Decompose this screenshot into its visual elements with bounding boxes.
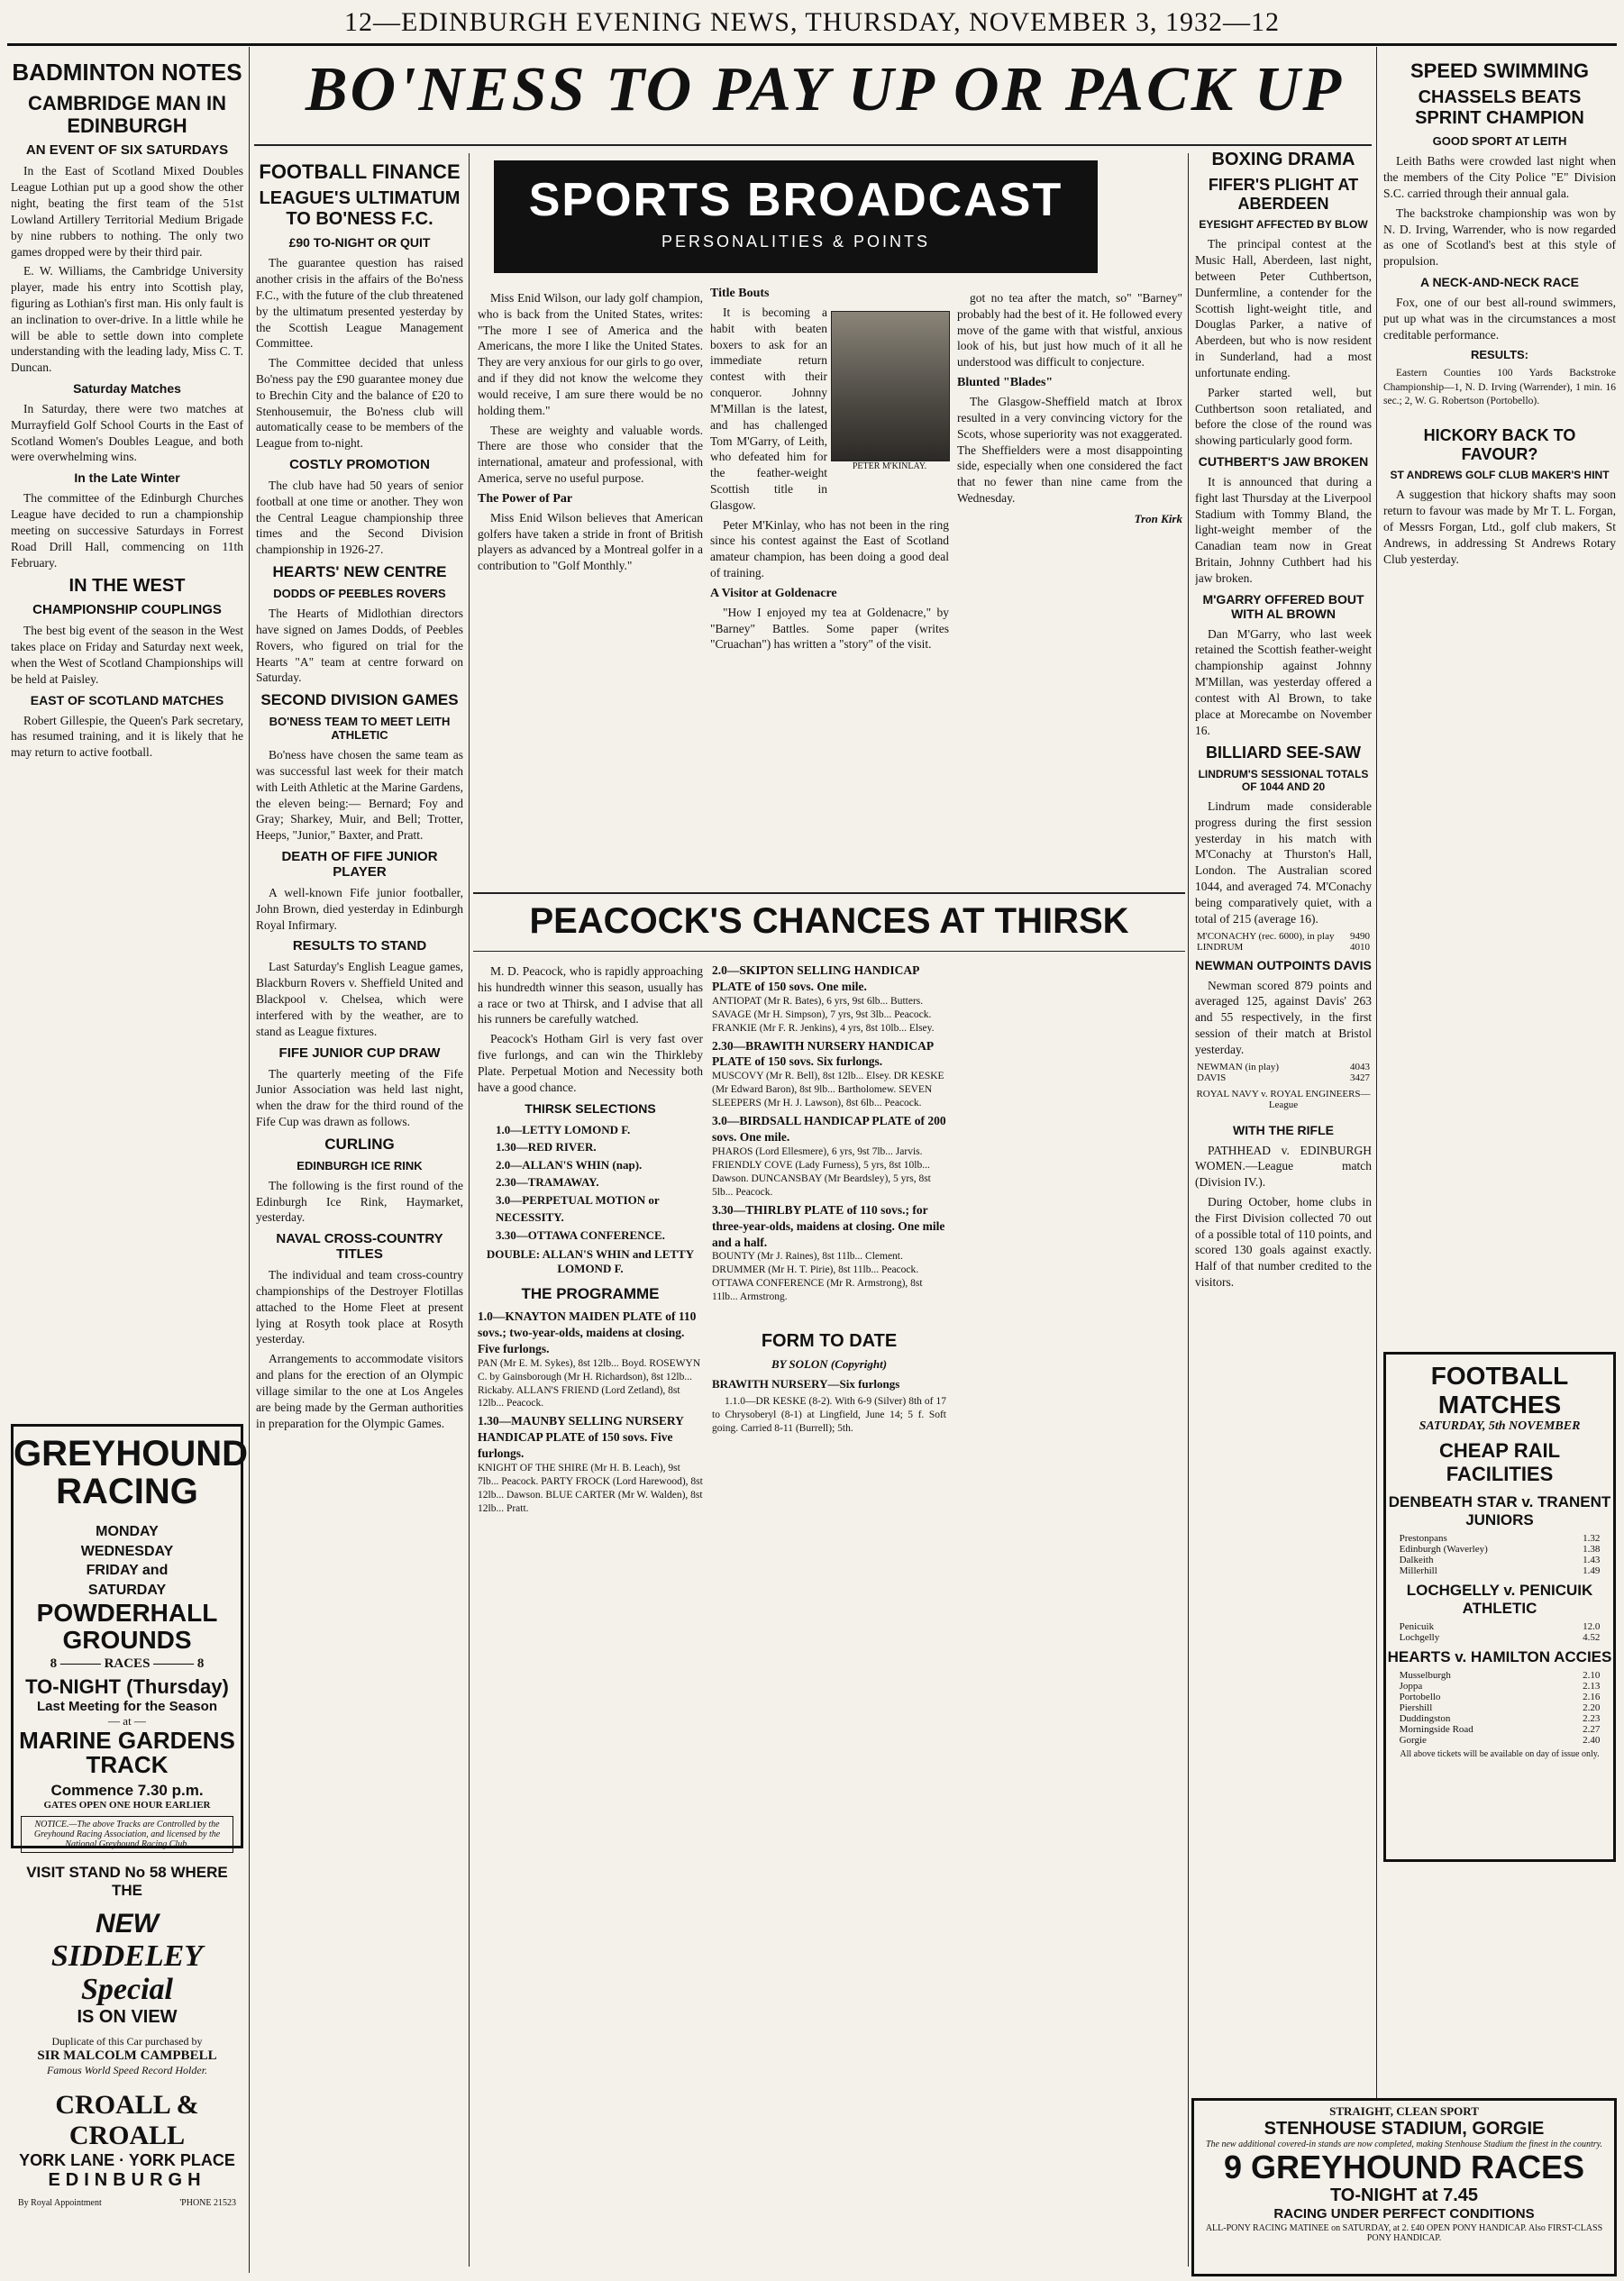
article-paragraph: In the East of Scotland Mixed Doubles League Lothian put up a good show the other night, beating the first team of the 51st Lowland Artillery Territorial Medium Brigade by nine rubbers to nothing. The only two games dropped were by their third pair. (11, 164, 243, 259)
table-row (1195, 1062, 1372, 1072)
ad-new: NEW (96, 1909, 159, 1939)
article-paragraph: The individual and team cross-country championships of the Destroyer Flotillas attached to the Home Fleet at present lying at Rosyth took place at Rosyth yesterday. (256, 1268, 463, 1346)
article-subhead: £90 TO-NIGHT OR QUIT (288, 235, 431, 251)
article-subhead: NAVAL CROSS-COUNTRY TITLES (276, 1231, 443, 1263)
ad-match: LOCHGELLY v. PENICUIK ATHLETIC (1406, 1582, 1593, 1617)
article-paragraph: Parker started well, but Cuthbertson soon retaliated, and before the close of the round was showing particularly good form. (1195, 385, 1372, 448)
table-row (1398, 1555, 1602, 1565)
article-paragraph: Leith Baths were crowded last night when the members of the City Police "E" Division S.C. carried through their annual gala. (1383, 154, 1616, 200)
race-entry (712, 963, 946, 1036)
ad-line: The new additional covered-in stands are now completed, making Stenhouse Stadium the finest in the country. (1205, 2140, 1603, 2149)
ad-at: — at — (108, 1714, 146, 1729)
article-headline: CAMBRIDGE MAN IN EDINBURGH (28, 91, 226, 138)
ad-subtitle: CHEAP RAIL FACILITIES (1438, 1439, 1561, 1485)
table-cell: Lochgelly (1399, 1632, 1440, 1643)
article-paragraph: Bo'ness have chosen the same team as was successful last week for their match with Leith Athletic at the Marine Gardens, the eleven being:— Bernard; Foy and Gray; Sharkey, Muir, and Bell; Trotter, Heeps, "Junior," Baxter, and Pratt. (256, 748, 463, 843)
ad-appointment: By Royal Appointment (18, 2197, 102, 2208)
article-subhead: CURLING (324, 1135, 395, 1153)
article-paragraph: Peter M'Kinlay, who has not been in the ring since his contest against the East of Scotland amateur champion, has been doing a good deal of training. (710, 517, 949, 579)
table-cell: M'CONACHY (rec. 6000), in play (1197, 930, 1335, 942)
ad-venue: STENHOUSE STADIUM, GORGIE (1264, 2119, 1545, 2139)
article-paragraph: The club have had 50 years of senior football at one time or another. They won the Central League championship three times and the Second Division championship in 1926-27. (256, 479, 463, 557)
broadcast-column-1 (478, 287, 703, 872)
stenhouse-stadium-ad (1191, 2098, 1617, 2276)
ad-title: 9 GREYHOUND RACES (1223, 2149, 1585, 2185)
article-paragraph: PATHHEAD v. EDINBURGH WOMEN.—League match (Division IV.). (1195, 1143, 1372, 1190)
table-cell: 1.38 (1583, 1544, 1601, 1555)
table-cell: 1.43 (1583, 1555, 1601, 1565)
race-title: 3.0—BIRDSALL HANDICAP PLATE of 200 sovs. One mile. (712, 1114, 946, 1145)
article-subhead: RESULTS TO STAND (292, 938, 427, 954)
ad-notice: NOTICE.—The above Tracks are Controlled by the Greyhound Racing Association, and licensed by the National Greyhound Racing Club. (21, 1816, 233, 1853)
ad-city: EDINBURGH (48, 2169, 206, 2190)
column-rule (249, 47, 250, 2273)
table-cell: Penicuik (1399, 1621, 1435, 1632)
table-cell: Duddingston (1399, 1713, 1451, 1724)
race-runners: KNIGHT OF THE SHIRE (Mr H. B. Leach), 9st 7lb... Peacock. PARTY FROCK (Lord Harewood), 8st 12lb... Dawson. BLUE CARTER (Mr W. Walden), 8st 12lb... Pratt. (478, 1463, 703, 1514)
football-finance-article (256, 155, 463, 2268)
rail-timetable (1398, 1533, 1602, 1576)
table-row (1398, 1702, 1602, 1713)
article-paragraph: Arrangements to accommodate visitors and plans for the erection of an Olympic village similar to the one at Los Angeles are being made by the German authorities in preparation for the Olympic Games. (256, 1352, 463, 1430)
table-cell: Piershill (1399, 1702, 1433, 1713)
race-title: 1.30—MAUNBY SELLING NURSERY HANDICAP PLATE of 150 sovs. Five furlongs. (478, 1414, 684, 1461)
swimming-article (1383, 54, 1616, 1068)
rail-timetable (1398, 1621, 1602, 1643)
race-title: 2.0—SKIPTON SELLING HANDICAP PLATE of 150 sovs. One mile. (712, 963, 919, 993)
badminton-article (11, 54, 243, 1406)
article-paragraph: In Saturday, there were two matches at Murrayfield Golf School Courts in the East of Scotland Women's Doubles League, and both were overwhelming wins. (11, 402, 243, 464)
table-cell: 2.27 (1583, 1724, 1601, 1735)
table-row (1398, 1670, 1602, 1681)
selection-item: 3.30—OTTAWA CONFERENCE. (496, 1227, 665, 1242)
table-row (1195, 931, 1372, 942)
photo-caption: PETER M'KINLAY. (852, 461, 927, 471)
article-subhead: CUTHBERT'S JAW BROKEN (1198, 453, 1369, 469)
article-subhead: The Power of Par (478, 491, 573, 506)
article-subhead: LINDRUM'S SESSIONAL TOTALS OF 1044 AND 20 (1198, 768, 1369, 793)
race-entry (712, 1113, 946, 1200)
ad-time: Commence 7.30 p.m. (50, 1781, 204, 1799)
selection-item: 3.0—PERPETUAL MOTION or NECESSITY. (496, 1192, 660, 1224)
table-cell: 2.13 (1583, 1681, 1601, 1692)
table-cell: 4.52 (1583, 1632, 1601, 1643)
banner-title: SPORTS BROADCAST (528, 174, 1063, 226)
table-row (1195, 942, 1372, 953)
table-cell: Dalkeith (1399, 1555, 1434, 1565)
article-paragraph: The principal contest at the Music Hall, Aberdeen, last night, between Peter Cuthbertson, Dunfermline, a contender for the Scottish light-weight title, and Douglas Parker, a native of Aberdeen, but who is now resident in Sunderland, had a most unfortunate ending. (1195, 237, 1372, 379)
section-rule (473, 892, 1185, 894)
table-cell: 1.49 (1583, 1565, 1601, 1576)
score-table (1195, 1062, 1372, 1083)
peacock-column-1 (478, 960, 703, 2267)
byline: Tron Kirk (1134, 511, 1182, 525)
ad-on-view: IS ON VIEW (77, 2006, 178, 2027)
ad-line: RACING UNDER PERFECT CONDITIONS (1273, 2205, 1535, 2222)
article-paragraph: 1.1.0—DR KESKE (8-2). With 6-9 (Silver) 8th of 17 to Chrysoberyl (8-1) at Lingfield, June 14; 5 f. Soft going. Carried 8-11 (Burrell); 5th. (712, 1396, 946, 1435)
selection-item: 2.30—TRAMAWAY. (496, 1175, 599, 1189)
ad-line: STRAIGHT, CLEAN SPORT (1329, 2104, 1479, 2118)
article-paragraph: M. D. Peacock, who is rapidly approaching his hundredth winner this season, usually has a race or two at Thirsk, and I advise that all his runners be carefully watched. (478, 964, 703, 1026)
race-title: 3.30—THIRLBY PLATE of 110 sovs.; for three-year-olds, maidens at closing. One mile and a half. (712, 1202, 945, 1249)
table-cell: NEWMAN (in play) (1197, 1061, 1280, 1072)
article-paragraph: The following is the first round of the Edinburgh Ice Rink, Haymarket, yesterday. (256, 1178, 463, 1225)
article-subhead: BO'NESS TEAM TO MEET LEITH ATHLETIC (269, 715, 451, 743)
ad-day: MONDAY (96, 1524, 159, 1539)
race-runners: PAN (Mr E. M. Sykes), 8st 12lb... Boyd. ROSEWYN C. by Gainsborough (Mr H. Richardson), 8st 12lb... Rickaby. ALLAN'S FRIEND (Lord Zetland), 8st 12lb... Peacock. (478, 1357, 701, 1410)
article-subhead: IN THE WEST (68, 576, 186, 597)
article-subhead: NEWMAN OUTPOINTS DAVIS (1195, 957, 1372, 972)
table-cell: 2.10 (1583, 1670, 1601, 1681)
table-cell: 4043 (1350, 1061, 1370, 1072)
race-title: 2.30—BRAWITH NURSERY HANDICAP PLATE of 150 sovs. Six furlongs. (712, 1038, 934, 1069)
ad-races: 8 ——— RACES ——— 8 (50, 1656, 205, 1672)
article-kicker: FOOTBALL FINANCE (259, 160, 461, 183)
ad-title: GREYHOUND (14, 1434, 249, 1474)
article-subhead: THIRSK SELECTIONS (525, 1100, 656, 1116)
article-subhead: Title Bouts (710, 287, 770, 300)
article-subhead: HEARTS' NEW CENTRE (272, 563, 447, 581)
article-subhead: BRAWITH NURSERY—Six furlongs (712, 1377, 900, 1391)
table-cell: 12.0 (1583, 1621, 1601, 1632)
article-paragraph: Lindrum made considerable progress during the first session yesterday in his match with M'Conachy at Thurston's Hall, London. The Australian scored 1044, and averaged 74. M'Conachy being comparatively quiet, with a total of 215 (average 16). (1195, 799, 1372, 926)
article-paragraph: got no tea after the match, so" "Barney" probably had the best of it. He followed every move of the game with that wistful, anxious look of his, but just how much of it all he understood was difficult to conjecture. (957, 291, 1182, 370)
section-rule (473, 951, 1185, 952)
article-subhead: GOOD SPORT AT LEITH (1432, 134, 1567, 149)
article-subhead: RESULTS: (1470, 348, 1529, 362)
article-subhead: A Visitor at Goldenacre (710, 586, 837, 600)
ad-last-meeting: Last Meeting for the Season (36, 1699, 218, 1715)
ad-tonight: TO-NIGHT (Thursday) (25, 1675, 229, 1699)
main-headline: BO'NESS TO PAY UP OR PACK UP (305, 55, 1345, 124)
article-paragraph: The committee of the Edinburgh Churches League have decided to run a championship meeting on successive Saturdays in Forrest Road Drill Hall, commencing on 11th February. (11, 491, 243, 570)
ad-address: YORK LANE · YORK PLACE (19, 2150, 235, 2169)
ad-phone: 'PHONE 21523 (179, 2197, 236, 2208)
form-guide-column (955, 960, 1182, 2267)
article-paragraph: The quarterly meeting of the Fife Junior Association was held last night, when the draw for the third round of the Fife Cup was drawn as follows. (256, 1066, 463, 1128)
article-kicker: SPEED SWIMMING (1410, 59, 1589, 82)
table-cell: 2.20 (1583, 1702, 1601, 1713)
article-paragraph: Newman scored 879 points and averaged 125, against Davis' 263 and 55 respectively, in the first session of their match at Bristol yesterday. (1195, 978, 1372, 1056)
article-subhead: EDINBURGH ICE RINK (297, 1158, 423, 1172)
ad-venue: POWDERHALL (36, 1599, 218, 1628)
banner-subtitle: PERSONALITIES & POINTS (661, 233, 931, 251)
article-paragraph: The Committee decided that unless Bo'ness pay the £90 guarantee money due to Brechin City and the balance of £20 to Stenhousemuir, the Bo'ness club will automatically cease to be members of the League from to-night. (256, 356, 463, 451)
column-rule (469, 153, 470, 2267)
table-row (1398, 1621, 1602, 1632)
article-subhead: SECOND DIVISION GAMES (260, 691, 459, 709)
boxing-article (1195, 144, 1372, 2244)
race-runners: PHAROS (Lord Ellesmere), 6 yrs, 9st 7lb... Jarvis. FRIENDLY COVE (Lady Furness), 5 yrs, 8st 10lb... Dawson. DUNCANSBAY (Mr Beardsley), 5 yrs, 8st 5lb... Peacock. (712, 1145, 931, 1198)
table-row (1195, 1072, 1372, 1083)
rail-timetable (1398, 1670, 1602, 1746)
article-paragraph: Peacock's Hotham Girl is very fast over five furlongs, and can win the Thirkleby Plate. Perpetual Motion and Necessity both have a good chance. (478, 1032, 703, 1094)
ad-brand: SIDDELEY Special (50, 1939, 204, 2007)
article-subhead: AN EVENT OF SIX SATURDAYS (25, 142, 229, 159)
article-subhead: ST ANDREWS GOLF CLUB MAKER'S HINT (1390, 469, 1610, 482)
portrait-photo (831, 311, 950, 461)
article-paragraph: E. W. Williams, the Cambridge University player, made his entry into Scottish play, figuring as Lothian's first man. His only fault is an inclination to over-drive. In a little while he will be able to settle down into complete understanding with the leading lady, Miss C. T. Duncan. (11, 264, 243, 375)
article-paragraph: "How I enjoyed my tea at Goldenacre," by "Barney" Battles. Some paper (writes "Cruachan") has written a "story" of the visit. (710, 605, 949, 652)
article-subhead: In the Late Winter (74, 470, 180, 486)
ad-title: RACING (56, 1472, 198, 1511)
ad-match: DENBEATH STAR v. TRANENT JUNIORS (1388, 1493, 1611, 1528)
article-subhead: THE PROGRAMME (521, 1285, 660, 1302)
ad-day: WEDNESDAY (80, 1543, 174, 1559)
race-entry (478, 1309, 703, 1410)
ad-footer: ALL-PONY RACING MATINEE on SATURDAY, at 2. £40 OPEN PONY HANDICAP. Also FIRST-CLASS PONY HANDICAP. (1205, 2222, 1603, 2243)
table-row (1398, 1735, 1602, 1746)
ad-line: SIR MALCOLM CAMPBELL (37, 2048, 217, 2063)
race-runners: ANTIOPAT (Mr R. Bates), 6 yrs, 9st 6lb... Butters. SAVAGE (Mr H. Simpson), 7 yrs, 9st 3lb... Peacock. FRANKIE (Mr F. R. Jenkins), 4 yrs, 8st 10lb... Elsey. (712, 995, 935, 1034)
table-cell: Prestonpans (1399, 1533, 1447, 1544)
article-headline: FIFER'S PLIGHT AT ABERDEEN (1208, 176, 1359, 213)
article-headline: LEAGUE'S ULTIMATUM TO BO'NESS F.C. (259, 188, 461, 230)
selection-double: DOUBLE: ALLAN'S WHIN and LETTY LOMOND F. (486, 1247, 695, 1275)
ad-title: FOOTBALL MATCHES (1430, 1362, 1569, 1419)
ad-time: TO-NIGHT at 7.45 (1329, 2185, 1479, 2205)
article-headline: CHASSELS BEATS SPRINT CHAMPION (1415, 87, 1584, 129)
ad-venue: TRACK (86, 1751, 169, 1779)
article-paragraph: During October, home clubs in the First Division collected 70 out of a possible total of 110 points, and scored 130 goals against exactly. Half of that number credited to the visitors. (1195, 1195, 1372, 1290)
greyhound-racing-ad (11, 1424, 249, 1849)
article-paragraph: A suggestion that hickory shafts may soon return to favour was made by Mr T. L. Forgan, of Messrs Forgan, Ltd., golf club makers, St Andrews, in addressing St Andrews Rotary Club yesterday. (1383, 488, 1616, 566)
article-subhead: DODDS OF PEEBLES ROVERS (273, 587, 446, 601)
article-paragraph: The Glasgow-Sheffield match at Ibrox resulted in a very convincing victory for the Scots, whose superiority was not exaggerated. The Sheffielders were a most disappointing side, especially when one considered the fact that no fewer than nine came from the Wednesday. (957, 395, 1182, 505)
table-cell: Joppa (1399, 1681, 1423, 1692)
article-subhead: Blunted "Blades" (957, 376, 1054, 390)
ad-line: VISIT STAND No 58 WHERE THE (26, 1864, 228, 1899)
column-rule (1376, 47, 1377, 2273)
selection-item: 1.30—RED RIVER. (496, 1140, 597, 1154)
race-entry (712, 1202, 946, 1304)
broadcast-column-3 (957, 287, 1182, 872)
table-cell: 2.16 (1583, 1692, 1601, 1702)
table-cell: LINDRUM (1197, 941, 1244, 953)
byline: BY SOLON (Copyright) (771, 1357, 888, 1372)
article-subhead: EAST OF SCOTLAND MATCHES (30, 692, 224, 707)
article-paragraph: Dan M'Garry, who last week retained the Scottish feather-weight championship against Johnny M'Millan, was yesterday offered a contest with Al Brown, to take place at Morecambe on November 16. (1195, 626, 1372, 737)
table-cell: 2.40 (1583, 1735, 1601, 1746)
article-subhead: FORM TO DATE (761, 1331, 898, 1352)
table-row (1398, 1565, 1602, 1576)
article-paragraph: Robert Gillespie, the Queen's Park secretary, has resumed training, and it is likely that he may return to active football. (11, 713, 243, 760)
ad-day: SATURDAY (87, 1582, 167, 1598)
column-rule (1188, 153, 1189, 2267)
article-subhead: WITH THE RIFLE (1233, 1122, 1334, 1137)
table-cell: DAVIS (1197, 1072, 1227, 1083)
table-cell: Morningside Road (1399, 1724, 1473, 1735)
race-entry (478, 1413, 703, 1515)
table-cell: 4010 (1350, 941, 1370, 953)
article-kicker: BADMINTON NOTES (12, 59, 242, 86)
race-runners: MUSCOVY (Mr R. Bell), 8st 12lb... Elsey. DR KESKE (Mr Edward Baron), 8st 9lb... Bartholomew. SEVEN SLEEPERS (Mr H. J. Lawson), 8st 6lb... Peacock. (712, 1071, 944, 1109)
race-entry (712, 1038, 946, 1111)
ad-dealer: CROALL & CROALL (55, 2089, 199, 2150)
race-runners: BOUNTY (Mr J. Raines), 8st 11lb... Clement. DRUMMER (Mr H. T. Pirie), 8st 11lb... Peacock. OTTAWA CONFERENCE (Mr R. Armstrong), 8st 11lb... Armstrong. (712, 1251, 923, 1303)
ad-venue: GROUNDS (62, 1625, 192, 1654)
article-paragraph: The best big event of the season in the West takes place on Friday and Saturday next week, when the West of Scotland Championships will be held at Paisley. (11, 624, 243, 686)
ad-line: Duplicate of this Car purchased by (51, 2034, 203, 2048)
article-subhead: BILLIARD SEE-SAW (1205, 744, 1361, 762)
table-row (1398, 1724, 1602, 1735)
article-paragraph: The Hearts of Midlothian directors have signed on James Dodds, of Peebles Rovers, who figured on trial for the Hearts "A" team at centre forward on Saturday. (256, 607, 463, 685)
ad-match: HEARTS v. HAMILTON ACCIES (1387, 1648, 1612, 1665)
article-paragraph: Fox, one of our best all-round swimmers, put up what was in the circumstances a most creditable performance. (1383, 295, 1616, 342)
article-paragraph: These are weighty and valuable words. There are those who consider that the international, amateur and professional, with America, serve no useful purpose. (478, 423, 703, 485)
article-paragraph: Eastern Counties 100 Yards Backstroke Championship—1, N. D. Irving (Warrender), 1 min. 16 sec.; 2, W. G. Robertson (Portobello). (1383, 368, 1616, 406)
article-subhead: CHAMPIONSHIP COUPLINGS (32, 602, 222, 618)
peacock-column-2 (712, 960, 946, 2267)
folio-line: 12—EDINBURGH EVENING NEWS, THURSDAY, NOVEMBER 3, 1932—12 (344, 7, 1280, 37)
ad-venue: MARINE GARDENS (19, 1727, 235, 1755)
ad-day: FRIDAY and (86, 1563, 169, 1579)
article-subhead: COSTLY PROMOTION (289, 457, 430, 473)
article-paragraph: Last Saturday's English League games, Blackburn Rovers v. Sheffield United and Blackpool v. Chelsea, which were interfered with by the weather, are to stand as League fixtures. (256, 960, 463, 1038)
article-paragraph: Miss Enid Wilson, our lady golf champion, who is back from the United States, writes: "The more I see of America and the Americans, the more I like the United States. They are very anxious for our girls to go over, and if they did not know the welcome they would receive, I am sure there would be no holding them." (478, 291, 703, 417)
selection-item: 1.0—LETTY LOMOND F. (496, 1122, 631, 1136)
table-row (1398, 1632, 1602, 1643)
table-cell: Gorgie (1399, 1735, 1427, 1746)
ad-footer: All above tickets will be available on day of issue only. (1400, 1749, 1600, 1759)
table-cell: 2.23 (1583, 1713, 1601, 1724)
score-table (1195, 931, 1372, 953)
article-kicker: BOXING DRAMA (1211, 150, 1355, 169)
table-row (1398, 1533, 1602, 1544)
ad-gates: GATES OPEN ONE HOUR EARLIER (43, 1799, 211, 1811)
sports-broadcast-banner (494, 160, 1098, 273)
article-paragraph: It is becoming a habit with beaten boxers to ask for an immediate return contest with their conqueror. Johnny M'Millan is the latest, and has challenged Tom M'Garry, of Leith, who defeated him for the feather-weight Scottish title in Glasgow. (710, 306, 827, 512)
table-row (1398, 1692, 1602, 1702)
table-cell: 9490 (1350, 930, 1370, 942)
table-cell: 3427 (1350, 1072, 1370, 1083)
article-subhead: M'GARRY OFFERED BOUT WITH AL BROWN (1202, 591, 1364, 621)
article-subhead: EYESIGHT AFFECTED BY BLOW (1199, 218, 1368, 232)
article-subhead: FIFE JUNIOR CUP DRAW (278, 1045, 441, 1061)
article-paragraph: It is announced that during a fight last Thursday at the Liverpool Stadium with Tommy Bland, the light-weight member of the Canadian team now in Great Britain, Johnny Cuthbert had his jaw broken. (1195, 474, 1372, 585)
article-subhead: HICKORY BACK TO FAVOUR? (1423, 425, 1576, 463)
football-matches-ad (1383, 1352, 1616, 1862)
article-paragraph: The backstroke championship was won by N. D. Irving, Warrender, who is now regarded as one of Scotland's best at this style of propulsion. (1383, 205, 1616, 269)
race-title: 1.0—KNAYTON MAIDEN PLATE of 110 sovs.; two-year-olds, maidens at closing. Five furlongs. (478, 1309, 697, 1355)
table-cell: Portobello (1399, 1692, 1441, 1702)
article-subhead: Saturday Matches (73, 381, 181, 397)
table-cell: Edinburgh (Waverley) (1399, 1544, 1488, 1555)
article-subhead: ROYAL NAVY v. ROYAL ENGINEERS—League (1196, 1088, 1371, 1110)
ad-date: SATURDAY, 5th NOVEMBER (1419, 1419, 1581, 1433)
table-row (1398, 1713, 1602, 1724)
table-cell: Musselburgh (1399, 1670, 1451, 1681)
table-cell: Millerhill (1399, 1565, 1437, 1576)
peacock-headline: PEACOCK'S CHANCES AT THIRSK (529, 901, 1129, 941)
selection-item: 2.0—ALLAN'S WHIN (nap). (496, 1157, 643, 1172)
article-subhead: DEATH OF FIFE JUNIOR PLAYER (281, 849, 438, 880)
article-paragraph: The guarantee question has raised another crisis in the affairs of the Bo'ness F.C., with the future of the club threatened by the ultimatum presented yesterday by the Scottish League Management Committee. (256, 256, 463, 351)
article-paragraph: Miss Enid Wilson believes that American golfers have taken a stride in front of British players as advanced by a Montreal golfer in a contribution to "Golf Monthly." (478, 510, 703, 573)
folio-rule (7, 43, 1617, 46)
article-paragraph: A well-known Fife junior footballer, John Brown, died yesterday in Edinburgh Royal Infirmary. (256, 886, 463, 932)
siddeley-ad (11, 1857, 243, 2271)
table-cell: 1.32 (1583, 1533, 1601, 1544)
table-row (1398, 1544, 1602, 1555)
ad-line: Famous World Speed Record Holder. (46, 2063, 208, 2076)
table-row (1398, 1681, 1602, 1692)
article-subhead: A NECK-AND-NECK RACE (1419, 274, 1580, 289)
